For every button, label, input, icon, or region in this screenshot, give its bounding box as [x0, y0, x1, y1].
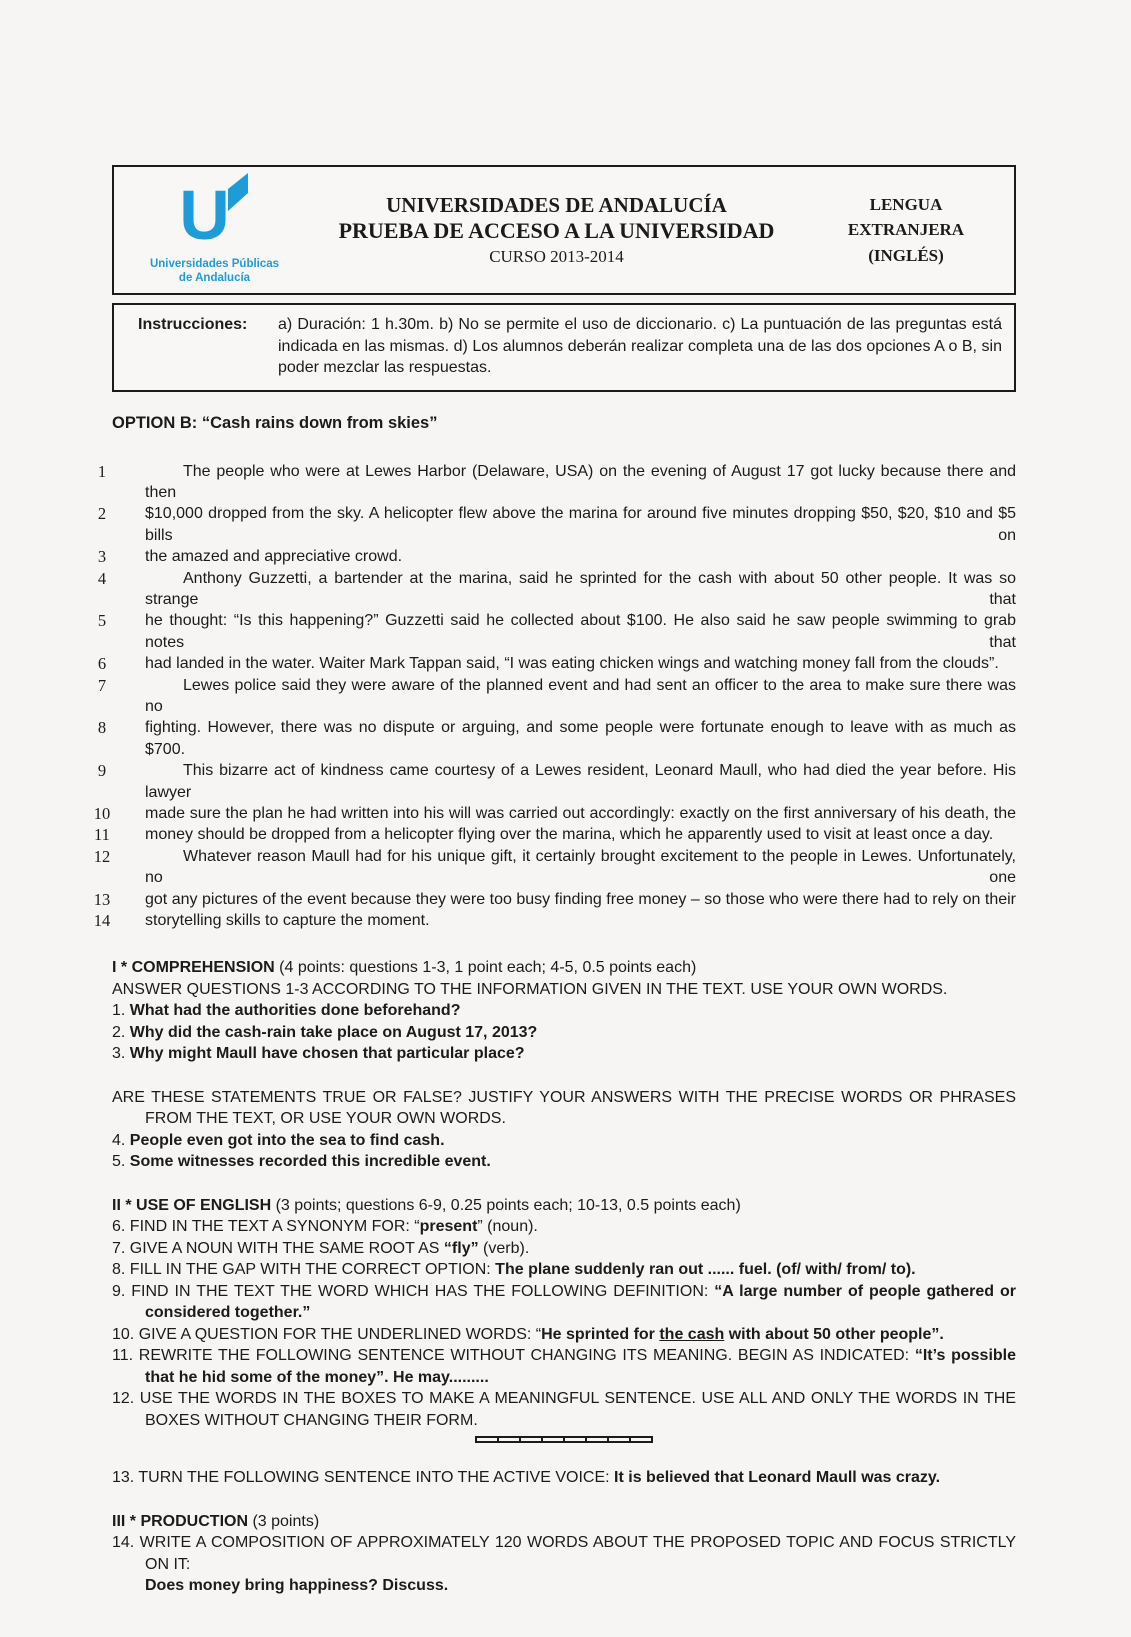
question-6: 6. FIND IN THE TEXT A SYNONYM FOR: “present” (noun).: [112, 1218, 538, 1236]
logo-caption-line1: Universidades Públicas: [149, 257, 280, 270]
true-false-block: [112, 1087, 1016, 1173]
question-12: 12. USE THE WORDS IN THE BOXES TO MAKE A MEANINGFUL SENTENCE. USE ALL AND ONLY THE WORDS IN THE BOXES WITHOUT CHANGING THEIR FORM.: [112, 1390, 1016, 1429]
passage-line: [85, 568, 1016, 611]
option-title: OPTION B: “Cash rains down from skies”: [112, 413, 438, 432]
line-text: fighting. However, there was no dispute or arguing, and some people were fortunate enough to leave with as much as $700.: [145, 719, 1016, 758]
line-text: storytelling skills to capture the moment.: [145, 912, 430, 930]
line-text: Lewes police said they were aware of the planned event and had sent an officer to the area to make sure there was no: [145, 676, 1016, 715]
production-heading: III * PRODUCTION (3 points): [112, 1512, 320, 1530]
line-number: 13: [93, 889, 111, 909]
university-logo: [122, 175, 307, 286]
passage-line: [85, 546, 1016, 567]
passage-line: [85, 889, 1016, 910]
passage-line: [85, 717, 1016, 760]
logo-caption-line2: de Andalucía: [178, 272, 251, 284]
line-text: $10,000 dropped from the sky. A helicopter flew above the marina for around five minutes dropping $50, $20, $10 and $5 bills on: [145, 505, 1016, 544]
comprehension-intro: ANSWER QUESTIONS 1-3 ACCORDING TO THE INFORMATION GIVEN IN THE TEXT. USE YOUR OWN WORDS.: [112, 980, 948, 998]
word-box-cell: [521, 1436, 543, 1443]
word-box-cell: [609, 1436, 631, 1443]
line-text: Whatever reason Maull had for his unique gift, it certainly brought excitement to the people in Lewes. Unfortunately, no one: [145, 847, 1016, 887]
passage-line: [85, 461, 1016, 504]
subject-line2: EXTRANJERA: [847, 220, 965, 240]
passage-line: [85, 675, 1016, 718]
question-3: 3. Why might Maull have chosen that particular place?: [112, 1045, 525, 1063]
line-number: 9: [97, 761, 107, 781]
question-4: 4. People even got into the sea to find cash.: [112, 1131, 445, 1149]
word-box-cell: [543, 1436, 565, 1443]
line-text: the amazed and appreciative crowd.: [145, 548, 403, 566]
logo-u-letter: U: [179, 175, 228, 254]
line-number: 4: [97, 568, 107, 588]
line-number: 7: [97, 675, 107, 695]
question-5: 5. Some witnesses recorded this incredible event.: [112, 1153, 491, 1171]
exam-header: [112, 165, 1016, 295]
true-false-intro: ARE THESE STATEMENTS TRUE OR FALSE? JUSTIFY YOUR ANSWERS WITH THE PRECISE WORDS OR PHRASES FROM THE TEXT, OR USE YOUR OWN WORDS.: [112, 1088, 1016, 1128]
logo-caption: [150, 257, 279, 286]
passage-line: [85, 824, 1016, 845]
logo-mark: [179, 175, 250, 255]
instructions-box: [112, 303, 1016, 392]
question-11: 11. REWRITE THE FOLLOWING SENTENCE WITHOUT CHANGING ITS MEANING. BEGIN AS INDICATED: “It’s possible that he hid some of the money”. He may.........: [112, 1347, 1017, 1386]
line-text: Anthony Guzzetti, a bartender at the marina, said he sprinted for the cash with about 50 other people. It was so strange that: [145, 569, 1016, 608]
composition-topic: Does money bring happiness? Discuss.: [145, 1577, 449, 1595]
word-box-cell: [587, 1436, 609, 1443]
passage: [85, 461, 1016, 932]
passage-line: [85, 760, 1016, 803]
line-text: The people who were at Lewes Harbor (Delaware, USA) on the evening of August 17 got lucky because there and then: [145, 462, 1016, 501]
question-13: 13. TURN THE FOLLOWING SENTENCE INTO THE ACTIVE VOICE: It is believed that Leonard Maull was crazy.: [112, 1469, 941, 1487]
line-number: 8: [97, 718, 107, 738]
word-boxes: [475, 1436, 653, 1443]
line-number: 14: [93, 911, 111, 931]
question-1: 1. What had the authorities done beforehand?: [112, 1002, 461, 1020]
word-box-cell: [565, 1436, 587, 1443]
comprehension-heading: I * COMPREHENSION (4 points: questions 1-3, 1 point each; 4-5, 0.5 points each): [112, 959, 697, 977]
comprehension-section: [112, 957, 1016, 1173]
word-boxes-row: [112, 1436, 1016, 1443]
exam-title-line3: CURSO 2013-2014: [489, 247, 624, 266]
line-number: 12: [93, 846, 111, 866]
subject-line1: LENGUA: [869, 194, 943, 214]
word-box-cell: [475, 1436, 499, 1443]
line-number: 10: [93, 804, 111, 823]
line-number: 11: [94, 825, 110, 845]
question-2: 2. Why did the cash-rain take place on August 17, 2013?: [112, 1023, 538, 1041]
passage-line: [85, 610, 1016, 653]
word-box-cell: [631, 1436, 653, 1443]
line-number: 5: [97, 611, 107, 631]
use-of-english-heading: II * USE OF ENGLISH (3 points; questions 6-9, 0.25 points each; 10-13, 0.5 points each): [112, 1196, 741, 1214]
passage-line: [85, 846, 1016, 889]
passage-line: [85, 653, 1016, 674]
line-text: This bizarre act of kindness came courtesy of a Lewes resident, Leonard Maull, who had died the year before. His lawyer: [145, 762, 1016, 801]
line-text: got any pictures of the event because they were too busy finding free money – so those who were there had to rely on their: [145, 890, 1016, 908]
exam-title-line2: PRUEBA DE ACCESO A LA UNIVERSIDAD: [338, 218, 775, 243]
line-number: 3: [97, 547, 107, 567]
passage-line: [85, 803, 1016, 824]
use-of-english-section: [112, 1195, 1016, 1489]
passage-line: [85, 503, 1016, 546]
exam-title-line1: UNIVERSIDADES DE ANDALUCÍA: [386, 193, 727, 217]
passage-line: [85, 910, 1016, 931]
instructions-label: Instrucciones:: [138, 316, 248, 333]
question-8: 8. FILL IN THE GAP WITH THE CORRECT OPTION: The plane suddenly ran out ...... fuel. (of/ with/ from/ to).: [112, 1261, 916, 1279]
line-text: had landed in the water. Waiter Mark Tappan said, “I was eating chicken wings and watching money fall from the clouds”.: [145, 655, 999, 673]
question-14: 14. WRITE A COMPOSITION OF APPROXIMATELY 120 WORDS ABOUT THE PROPOSED TOPIC AND FOCUS STRICTLY ON IT:: [112, 1534, 1016, 1573]
line-text: made sure the plan he had written into his will was carried out accordingly: exactly on the first anniversary of his death, the: [145, 805, 1016, 822]
line-text: money should be dropped from a helicopter flying over the marina, which he apparently used to visit at least once a day.: [145, 826, 994, 844]
instructions-text: a) Duración: 1 h.30m. b) No se permite el uso de diccionario. c) La puntuación de las preguntas está indicada en las mismas. d) Los alumnos deberán realizar completa una de las dos opciones A o B, sin poder mezclar las respuestas.: [278, 316, 1002, 376]
line-number: 1: [97, 461, 107, 481]
logo-arrow-icon: [224, 173, 250, 213]
question-9: 9. FIND IN THE TEXT THE WORD WHICH HAS THE FOLLOWING DEFINITION: “A large number of people gathered or considered together.”: [112, 1282, 1017, 1322]
subject-line3: (INGLÉS): [868, 245, 944, 265]
question-7: 7. GIVE A NOUN WITH THE SAME ROOT AS “fly” (verb).: [112, 1239, 530, 1257]
subject-name: [806, 192, 1006, 269]
word-box-cell: [499, 1436, 521, 1443]
line-number: 2: [97, 504, 107, 524]
line-number: 6: [97, 654, 107, 674]
exam-title: [307, 193, 806, 267]
line-text: he thought: “Is this happening?” Guzzetti said he collected about $100. He also said he saw people swimming to grab notes that: [145, 612, 1016, 651]
production-section: [112, 1511, 1016, 1597]
question-10: 10. GIVE A QUESTION FOR THE UNDERLINED WORDS: “He sprinted for the cash with about 50 other people”.: [112, 1325, 944, 1343]
